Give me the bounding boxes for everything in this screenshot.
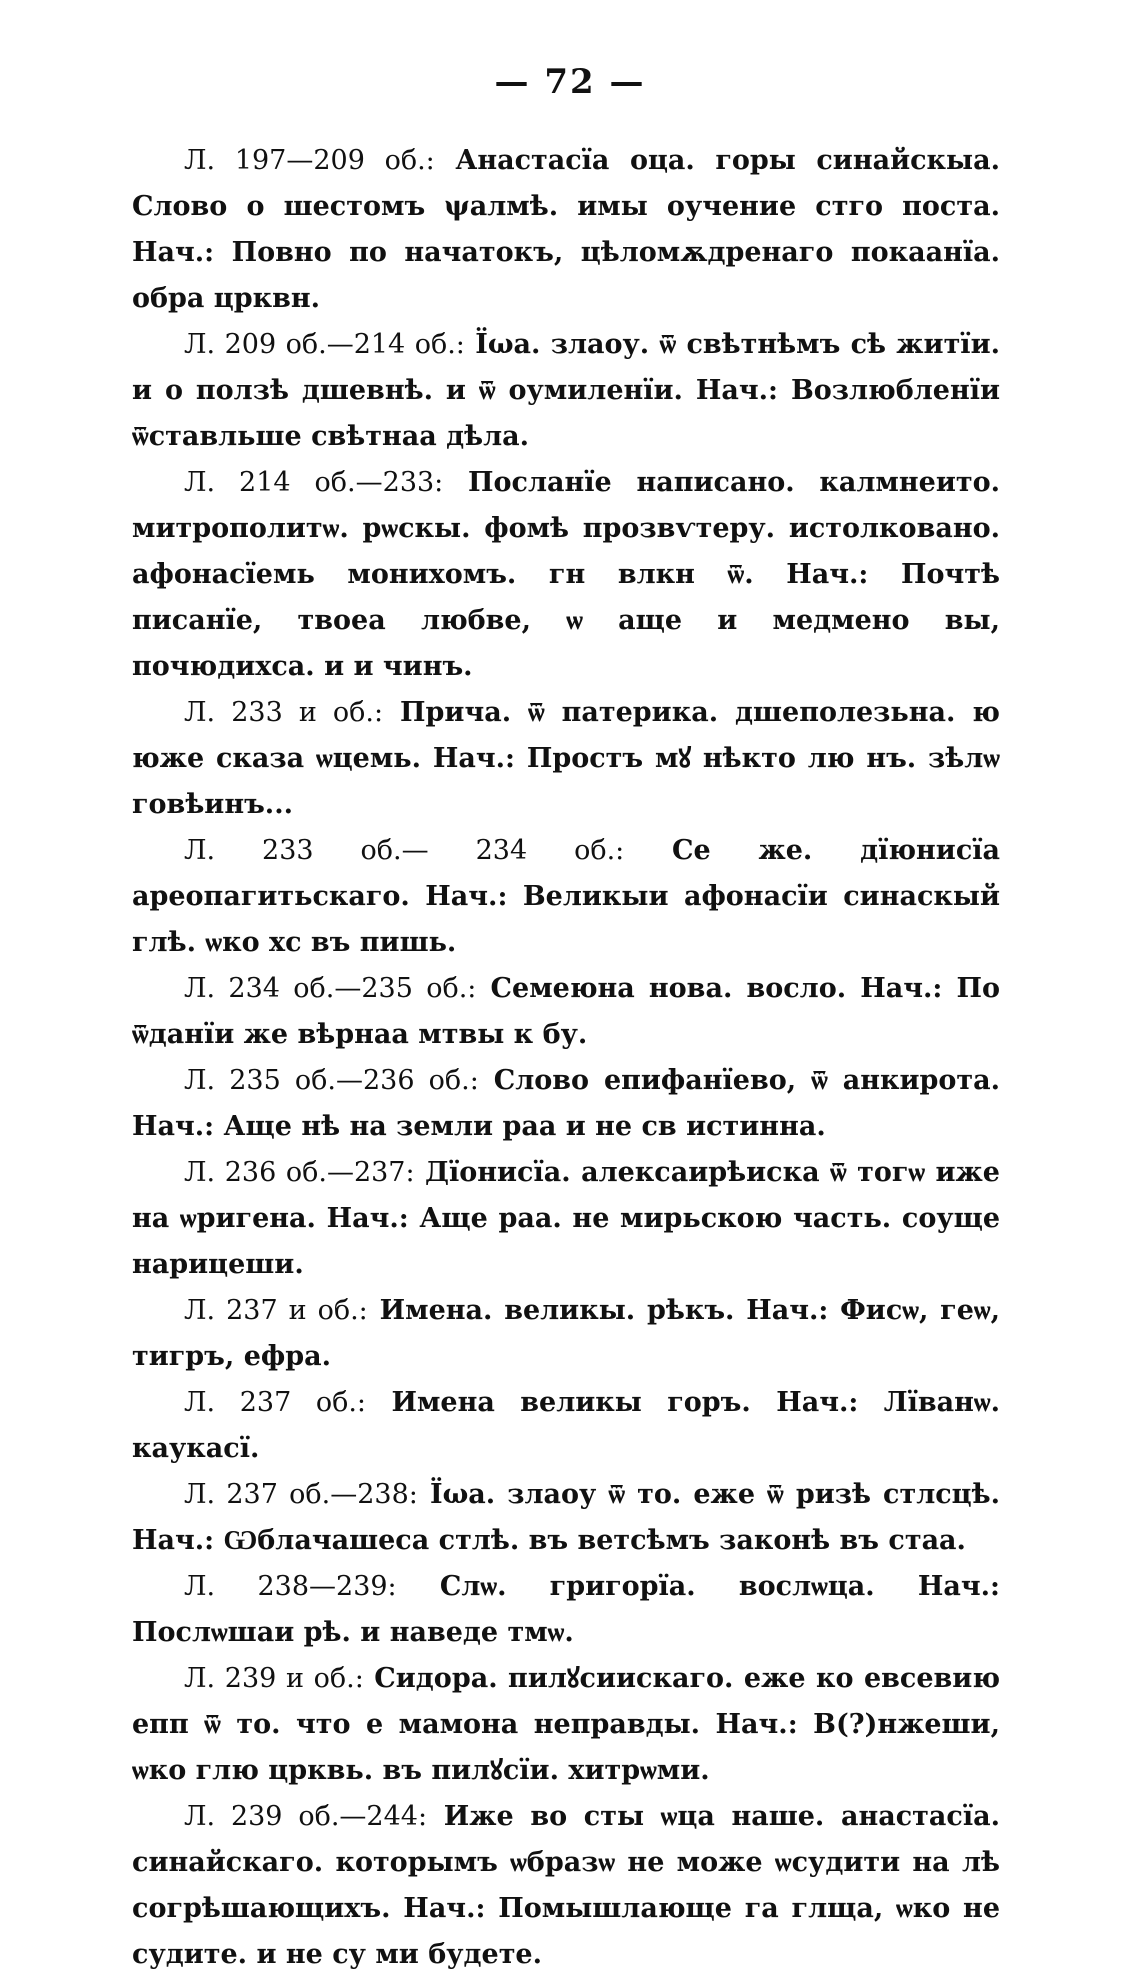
entry-text: Имена великы горъ. Нач.: Лїванѡ. каукасї. xyxy=(132,1387,1000,1464)
catalog-entry xyxy=(132,1794,1000,1978)
folio-reference: Л. 214 об.—233: xyxy=(184,467,444,498)
folio-reference: Л. 197—209 об.: xyxy=(184,145,435,176)
catalog-entry xyxy=(132,1564,1000,1656)
catalog-entry xyxy=(132,1058,1000,1150)
folio-reference: Л. 233 об.— 234 об.: xyxy=(184,835,625,866)
entry-text: Дїонисїа. алексаирѣиска ѿ тогѡ иже на ѡригена. Нач.: Аще раа. не мирьскою часть. соуще нарицеши. xyxy=(132,1157,1000,1280)
folio-reference: Л. 239 об.—244: xyxy=(184,1801,428,1832)
entry-text: Їωа. злаоу. ѿ свѣтнѣмъ сѣ житїи. и о ползѣ дшевнѣ. и ѿ оумиленїи. Нач.: Возлюбленїи ѿставльше свѣтнаа дѣла. xyxy=(132,329,1000,452)
folio-reference: Л. 234 об.—235 об.: xyxy=(184,973,477,1004)
entry-text: Анастасїа оца. горы синайскыа. Слово о шестомъ ψалмѣ. имы оучение стго поста. Нач.: Повно по начатокъ, цѣломѫдренаго покаанїа. обра црквн. xyxy=(132,145,1000,314)
entry-text: Иже во сты ѡца наше. анастасїа. синайскаго. которымъ ѡбразѡ не може ѡсудити на лѣ согрѣшающихъ. Нач.: Помышлающе га глща, ѡко не судите. и не су ми будете. xyxy=(132,1801,1000,1970)
catalog-entry xyxy=(132,966,1000,1058)
entry-text: Слово епифанїево, ѿ анкирота. Нач.: Аще нѣ на земли раа и не св истинна. xyxy=(132,1065,1000,1142)
entry-text: Сидора. пилꙋсиискаго. еже ко евсевию епп ѿ то. что е мамона неправды. Нач.: В(?)нжеши, ѡко глю црквь. въ пилꙋсїи. хитрѡми. xyxy=(132,1663,1001,1786)
folio-reference: Л. 235 об.—236 об.: xyxy=(184,1065,479,1096)
catalog-entry xyxy=(132,1472,1000,1564)
catalog-entries xyxy=(132,138,1000,1978)
catalog-entry xyxy=(132,828,1000,966)
page-number: — 72 — xyxy=(494,62,646,102)
entry-text: Се же. дїюнисїа ареопагитьскаго. Нач.: Великыи афонасїи синаскый глѣ. ѡко хс въ пишь. xyxy=(132,835,1001,958)
catalog-entry xyxy=(132,138,1000,322)
catalog-entry xyxy=(132,322,1000,460)
folio-reference: Л. 237 и об.: xyxy=(184,1295,368,1326)
entry-text: Посланїе написано. калмнеито. митрополитѡ. рѡскы. фомѣ прозвѵтеру. истолковано. афонасїемь монихомъ. гн влкн ѿ. Нач.: Почтѣ писанїе, твоеа любве, ѡ аще и медмено вы, почюдихса. и и чинъ. xyxy=(132,467,1000,682)
folio-reference: Л. 236 об.—237: xyxy=(184,1157,415,1188)
folio-reference: Л. 209 об.—214 об.: xyxy=(184,329,465,360)
catalog-entry xyxy=(132,1656,1000,1794)
entry-text: Прича. ѿ патерика. дшеполезьна. ю юже сказа ѡцемь. Нач.: Простъ мꙋ нѣкто лю нъ. зѣлѡ говѣинъ... xyxy=(132,697,1000,820)
folio-reference: Л. 237 об.: xyxy=(184,1387,367,1418)
folio-reference: Л. 239 и об.: xyxy=(184,1663,364,1694)
catalog-entry xyxy=(132,690,1000,828)
folio-reference: Л. 238—239: xyxy=(184,1571,397,1602)
catalog-entry xyxy=(132,460,1000,690)
entry-text: Їωа. злаоу ѿ то. еже ѿ ризѣ стлсцѣ. Нач.: Ѡблачашеса стлѣ. въ ветсѣмъ законѣ въ стаа. xyxy=(132,1479,1001,1556)
catalog-entry xyxy=(132,1380,1000,1472)
entry-text: Семеюна нова. восло. Нач.: По ѿданїи же вѣрнаа мтвы к бу. xyxy=(132,973,1001,1050)
folio-reference: Л. 233 и об.: xyxy=(184,697,384,728)
catalog-entry xyxy=(132,1150,1000,1288)
entry-text: Слѡ. григорїа. вослѡца. Нач.: Послѡшаи рѣ. и наведе тмѡ. xyxy=(132,1571,1000,1648)
entry-text: Имена. великы. рѣкъ. Нач.: Фисѡ, геѡ, тигръ, ефра. xyxy=(132,1295,1000,1372)
catalog-entry xyxy=(132,1288,1000,1380)
folio-reference: Л. 237 об.—238: xyxy=(184,1479,418,1510)
